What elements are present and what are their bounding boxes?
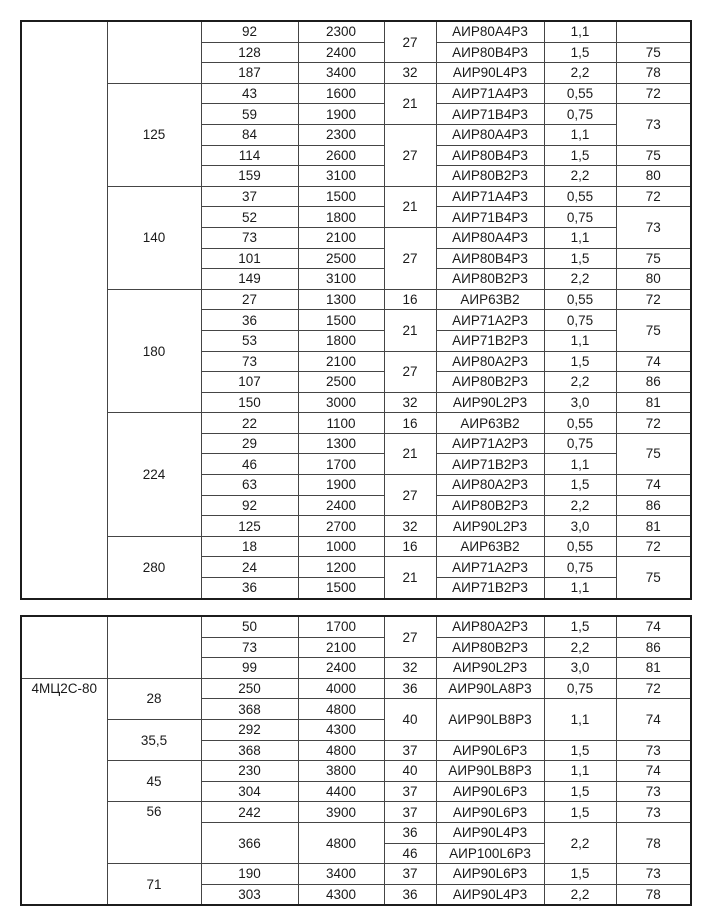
table-cell: 0,55 xyxy=(544,83,616,104)
table-cell: 3,0 xyxy=(544,392,616,413)
table-cell: 18 xyxy=(201,536,298,557)
table-cell: АИР80А4Р3 xyxy=(436,124,544,145)
table-cell: 1500 xyxy=(298,578,384,599)
table-cell: 40 xyxy=(384,761,436,782)
table-cell: 21 xyxy=(384,433,436,474)
table-row xyxy=(21,536,691,557)
table-cell: 73 xyxy=(616,207,691,248)
table-cell: 32 xyxy=(384,658,436,679)
table-cell: 224 xyxy=(107,413,201,537)
table-cell: 2400 xyxy=(298,495,384,516)
table-cell: 22 xyxy=(201,413,298,434)
table-cell: 28 xyxy=(107,678,201,719)
table-cell: 1800 xyxy=(298,330,384,351)
table-cell: 2100 xyxy=(298,227,384,248)
table-cell: 80 xyxy=(616,269,691,290)
table-cell: 43 xyxy=(201,83,298,104)
table-cell: 125 xyxy=(201,516,298,537)
table-cell: 21 xyxy=(384,310,436,351)
table-cell: АИР80В4Р3 xyxy=(436,248,544,269)
table-cell: 46 xyxy=(384,843,436,864)
table-cell: 21 xyxy=(384,557,436,599)
table-cell: 32 xyxy=(384,392,436,413)
table-cell: 45 xyxy=(107,761,201,802)
table-cell: 21 xyxy=(384,83,436,124)
table-cell: 71 xyxy=(107,864,201,906)
table-cell-empty xyxy=(107,616,201,678)
table-cell: 16 xyxy=(384,536,436,557)
table-row xyxy=(21,802,691,823)
table-cell: 180 xyxy=(107,289,201,413)
table-cell: 29 xyxy=(201,433,298,454)
table-cell: 16 xyxy=(384,413,436,434)
table-cell: 37 xyxy=(384,781,436,802)
table-cell: 149 xyxy=(201,269,298,290)
table-cell: АИР80А2Р3 xyxy=(436,475,544,496)
table-cell: 1900 xyxy=(298,104,384,125)
table-cell: 2,2 xyxy=(544,822,616,863)
table-cell: 0,75 xyxy=(544,207,616,228)
table-cell: 0,75 xyxy=(544,310,616,331)
table-cell: 1300 xyxy=(298,289,384,310)
table-cell: АИР71В4Р3 xyxy=(436,104,544,125)
table-cell: 32 xyxy=(384,516,436,537)
table-cell: 2,2 xyxy=(544,63,616,84)
table-cell: 16 xyxy=(384,289,436,310)
table-cell: АИР63В2 xyxy=(436,536,544,557)
table-cell: 3,0 xyxy=(544,516,616,537)
table-cell: АИР90LB8Р3 xyxy=(436,761,544,782)
table-cell: 86 xyxy=(616,637,691,658)
table-cell: 78 xyxy=(616,822,691,863)
table-cell: 0,75 xyxy=(544,104,616,125)
table-cell: 74 xyxy=(616,475,691,496)
table-cell: АИР90L6Р3 xyxy=(436,740,544,761)
table-cell: АИР90LA8Р3 xyxy=(436,678,544,699)
table-cell: 73 xyxy=(201,351,298,372)
table-cell: 32 xyxy=(384,63,436,84)
table-row xyxy=(21,289,691,310)
table-cell: 1,5 xyxy=(544,42,616,63)
table-cell: 1,5 xyxy=(544,248,616,269)
table-cell: 27 xyxy=(201,289,298,310)
table-cell: 27 xyxy=(384,21,436,63)
table-cell: АИР90L4Р3 xyxy=(436,822,544,843)
table-cell: 4300 xyxy=(298,884,384,905)
table-cell: 114 xyxy=(201,145,298,166)
table-cell: АИР80В4Р3 xyxy=(436,145,544,166)
table-cell: 2600 xyxy=(298,145,384,166)
table-cell: АИР80В2Р3 xyxy=(436,495,544,516)
table-cell: 1100 xyxy=(298,413,384,434)
table-cell: 27 xyxy=(384,124,436,186)
table-cell: 303 xyxy=(201,884,298,905)
table-cell: 1,5 xyxy=(544,864,616,885)
table-cell: 1,1 xyxy=(544,227,616,248)
table-cell: 1,1 xyxy=(544,454,616,475)
table-cell: 1500 xyxy=(298,310,384,331)
table-cell: 36 xyxy=(201,310,298,331)
table-cell: 86 xyxy=(616,495,691,516)
table-cell: 2700 xyxy=(298,516,384,537)
table-cell: 2,2 xyxy=(544,372,616,393)
table-cell: 1,5 xyxy=(544,740,616,761)
table-cell: 36 xyxy=(384,822,436,843)
table-cell: 368 xyxy=(201,699,298,720)
table-cell: 1,5 xyxy=(544,616,616,637)
table-cell: 52 xyxy=(201,207,298,228)
table-cell: 1700 xyxy=(298,454,384,475)
table-cell: 78 xyxy=(616,884,691,905)
table-cell: АИР71А2Р3 xyxy=(436,557,544,578)
table-cell: 40 xyxy=(384,699,436,740)
table-cell: 2,2 xyxy=(544,884,616,905)
table-cell: АИР80В4Р3 xyxy=(436,42,544,63)
table-cell: 1,1 xyxy=(544,21,616,42)
table-cell: 1,1 xyxy=(544,578,616,599)
table-cell: 2400 xyxy=(298,42,384,63)
table-cell: 36 xyxy=(384,678,436,699)
table-cell: 35,5 xyxy=(107,719,201,760)
table-cell: 4400 xyxy=(298,781,384,802)
table-cell: 366 xyxy=(201,822,298,863)
table-cell: 84 xyxy=(201,124,298,145)
table-cell: 1,1 xyxy=(544,124,616,145)
table-cell: АИР90L6Р3 xyxy=(436,802,544,823)
table-cell: 2500 xyxy=(298,248,384,269)
table-cell: 72 xyxy=(616,289,691,310)
table-cell: 37 xyxy=(384,864,436,885)
table-cell: 159 xyxy=(201,166,298,187)
table-cell: АИР90L6Р3 xyxy=(436,781,544,802)
table-cell: 74 xyxy=(616,699,691,740)
table-cell: 1300 xyxy=(298,433,384,454)
table-cell: 75 xyxy=(616,557,691,599)
table-cell: 4300 xyxy=(298,719,384,740)
table-cell: 1,1 xyxy=(544,699,616,740)
table-cell: 280 xyxy=(107,536,201,598)
table-cell: 101 xyxy=(201,248,298,269)
table-cell: 3,0 xyxy=(544,658,616,679)
table-cell: 36 xyxy=(384,884,436,905)
table-cell: 3000 xyxy=(298,392,384,413)
table-cell: 53 xyxy=(201,330,298,351)
table-cell: АИР90L2Р3 xyxy=(436,658,544,679)
table-cell: АИР90L2Р3 xyxy=(436,516,544,537)
table-cell: 1,5 xyxy=(544,145,616,166)
table-cell: 75 xyxy=(616,145,691,166)
table-cell: АИР71В2Р3 xyxy=(436,578,544,599)
table-cell-empty xyxy=(21,616,107,678)
table-row xyxy=(21,83,691,104)
table-cell: АИР90L2Р3 xyxy=(436,392,544,413)
table-cell: 3800 xyxy=(298,761,384,782)
table-cell: 59 xyxy=(201,104,298,125)
table-cell: 92 xyxy=(201,21,298,42)
table-cell: АИР80В2Р3 xyxy=(436,269,544,290)
table-cell: 21 xyxy=(384,186,436,227)
table-cell: 140 xyxy=(107,186,201,289)
table-cell: 125 xyxy=(107,83,201,186)
table-row xyxy=(21,21,691,42)
table-cell: 27 xyxy=(384,475,436,516)
table-cell: 37 xyxy=(384,802,436,823)
table-row xyxy=(21,678,691,699)
table-cell: 368 xyxy=(201,740,298,761)
table-cell: 63 xyxy=(201,475,298,496)
table-cell: 1,5 xyxy=(544,802,616,823)
table-cell: АИР90L6Р3 xyxy=(436,864,544,885)
table-cell: 81 xyxy=(616,392,691,413)
table-cell: АИР71В2Р3 xyxy=(436,454,544,475)
table-cell: 81 xyxy=(616,658,691,679)
table-cell: 304 xyxy=(201,781,298,802)
table-cell: 4800 xyxy=(298,822,384,863)
table-cell: АИР71А4Р3 xyxy=(436,186,544,207)
table-cell-empty xyxy=(21,21,107,599)
table-cell: АИР63В2 xyxy=(436,413,544,434)
table-cell: АИР80А2Р3 xyxy=(436,616,544,637)
table-cell: 1,1 xyxy=(544,761,616,782)
table-cell: 150 xyxy=(201,392,298,413)
table-cell: 1,5 xyxy=(544,351,616,372)
table-cell: 3900 xyxy=(298,802,384,823)
table-cell: 242 xyxy=(201,802,298,823)
table-cell: 187 xyxy=(201,63,298,84)
table-cell: 128 xyxy=(201,42,298,63)
table-cell: 0,55 xyxy=(544,186,616,207)
table-cell: АИР71В2Р3 xyxy=(436,330,544,351)
table-cell-empty xyxy=(616,21,691,42)
table-cell: 292 xyxy=(201,719,298,740)
table-cell: 27 xyxy=(384,616,436,658)
table-cell: 1,1 xyxy=(544,330,616,351)
table-cell: 73 xyxy=(616,740,691,761)
table-cell: АИР80В2Р3 xyxy=(436,372,544,393)
table-cell: 1,5 xyxy=(544,475,616,496)
table-cell: АИР80А4Р3 xyxy=(436,21,544,42)
table-cell: 3100 xyxy=(298,269,384,290)
table-cell: 2100 xyxy=(298,637,384,658)
table-cell: АИР90L4Р3 xyxy=(436,884,544,905)
table-cell: 1,5 xyxy=(544,781,616,802)
table-row xyxy=(21,864,691,885)
table-cell: 3100 xyxy=(298,166,384,187)
motor-spec-table-continued xyxy=(20,20,692,600)
table-cell: 2,2 xyxy=(544,269,616,290)
table-cell: 86 xyxy=(616,372,691,393)
table-cell: 1800 xyxy=(298,207,384,228)
table-cell: 72 xyxy=(616,413,691,434)
table-cell: 56 xyxy=(107,802,201,864)
table-cell: 73 xyxy=(616,802,691,823)
table-cell: 72 xyxy=(616,83,691,104)
table-cell: АИР71В4Р3 xyxy=(436,207,544,228)
table-cell: 74 xyxy=(616,761,691,782)
table-cell: 27 xyxy=(384,227,436,289)
table-cell: 27 xyxy=(384,351,436,392)
table-cell: 72 xyxy=(616,186,691,207)
table-cell: АИР90L4Р3 xyxy=(436,63,544,84)
table-cell: 74 xyxy=(616,616,691,637)
table-cell: 107 xyxy=(201,372,298,393)
table-cell: 0,55 xyxy=(544,413,616,434)
table-cell: 37 xyxy=(201,186,298,207)
table-cell: 1700 xyxy=(298,616,384,637)
table-cell: 73 xyxy=(616,781,691,802)
table-cell: 0,55 xyxy=(544,289,616,310)
table-cell: АИР63В2 xyxy=(436,289,544,310)
table-cell: 46 xyxy=(201,454,298,475)
table-cell: 73 xyxy=(616,104,691,145)
table-cell: 99 xyxy=(201,658,298,679)
table-cell: 75 xyxy=(616,42,691,63)
table-cell: 2300 xyxy=(298,21,384,42)
table-cell: 3400 xyxy=(298,63,384,84)
table-cell: 75 xyxy=(616,433,691,474)
table-cell: АИР80А4Р3 xyxy=(436,227,544,248)
table-cell: 72 xyxy=(616,678,691,699)
table-cell: 0,75 xyxy=(544,678,616,699)
table-cell: АИР71А2Р3 xyxy=(436,310,544,331)
table-cell: 75 xyxy=(616,248,691,269)
table-cell: 4800 xyxy=(298,699,384,720)
table-cell: 190 xyxy=(201,864,298,885)
table-cell: 75 xyxy=(616,310,691,351)
table-cell: 72 xyxy=(616,536,691,557)
table-cell: 0,75 xyxy=(544,557,616,578)
table-cell: 250 xyxy=(201,678,298,699)
table-row xyxy=(21,186,691,207)
table-row xyxy=(21,616,691,637)
table-cell: 73 xyxy=(616,864,691,885)
table-cell: 1200 xyxy=(298,557,384,578)
table-cell: 4МЦ2С-80 xyxy=(21,678,107,905)
table-cell: 78 xyxy=(616,63,691,84)
table-cell: 80 xyxy=(616,166,691,187)
table-cell: 2100 xyxy=(298,351,384,372)
table-cell: 81 xyxy=(616,516,691,537)
motor-spec-table-4mc2s-80 xyxy=(20,615,692,906)
table-cell: 74 xyxy=(616,351,691,372)
table-cell: 230 xyxy=(201,761,298,782)
table-cell: 1600 xyxy=(298,83,384,104)
table-row xyxy=(21,413,691,434)
table-cell: 2500 xyxy=(298,372,384,393)
table-cell: 37 xyxy=(384,740,436,761)
table-cell: АИР71А4Р3 xyxy=(436,83,544,104)
table-cell: АИР100L6Р3 xyxy=(436,843,544,864)
table-cell: 2300 xyxy=(298,124,384,145)
table-cell: 2,2 xyxy=(544,637,616,658)
table-cell: 4800 xyxy=(298,740,384,761)
table-cell: 4000 xyxy=(298,678,384,699)
table-cell: 73 xyxy=(201,637,298,658)
table-cell-empty xyxy=(107,21,201,83)
table-cell: АИР90LB8Р3 xyxy=(436,699,544,740)
table-cell: 0,75 xyxy=(544,433,616,454)
table-cell: 2400 xyxy=(298,658,384,679)
table-cell: 36 xyxy=(201,578,298,599)
table-cell: АИР80В2Р3 xyxy=(436,166,544,187)
table-row xyxy=(21,761,691,782)
table-cell: 24 xyxy=(201,557,298,578)
table-cell: 3400 xyxy=(298,864,384,885)
table-cell: 1000 xyxy=(298,536,384,557)
table-cell: АИР80В2Р3 xyxy=(436,637,544,658)
table-cell: 0,55 xyxy=(544,536,616,557)
table-cell: 73 xyxy=(201,227,298,248)
table-cell: 2,2 xyxy=(544,495,616,516)
table-cell: 1500 xyxy=(298,186,384,207)
table-cell: АИР80А2Р3 xyxy=(436,351,544,372)
table-cell: 1900 xyxy=(298,475,384,496)
table-cell: 2,2 xyxy=(544,166,616,187)
table-cell: 50 xyxy=(201,616,298,637)
table-cell: АИР71А2Р3 xyxy=(436,433,544,454)
table-cell: 92 xyxy=(201,495,298,516)
